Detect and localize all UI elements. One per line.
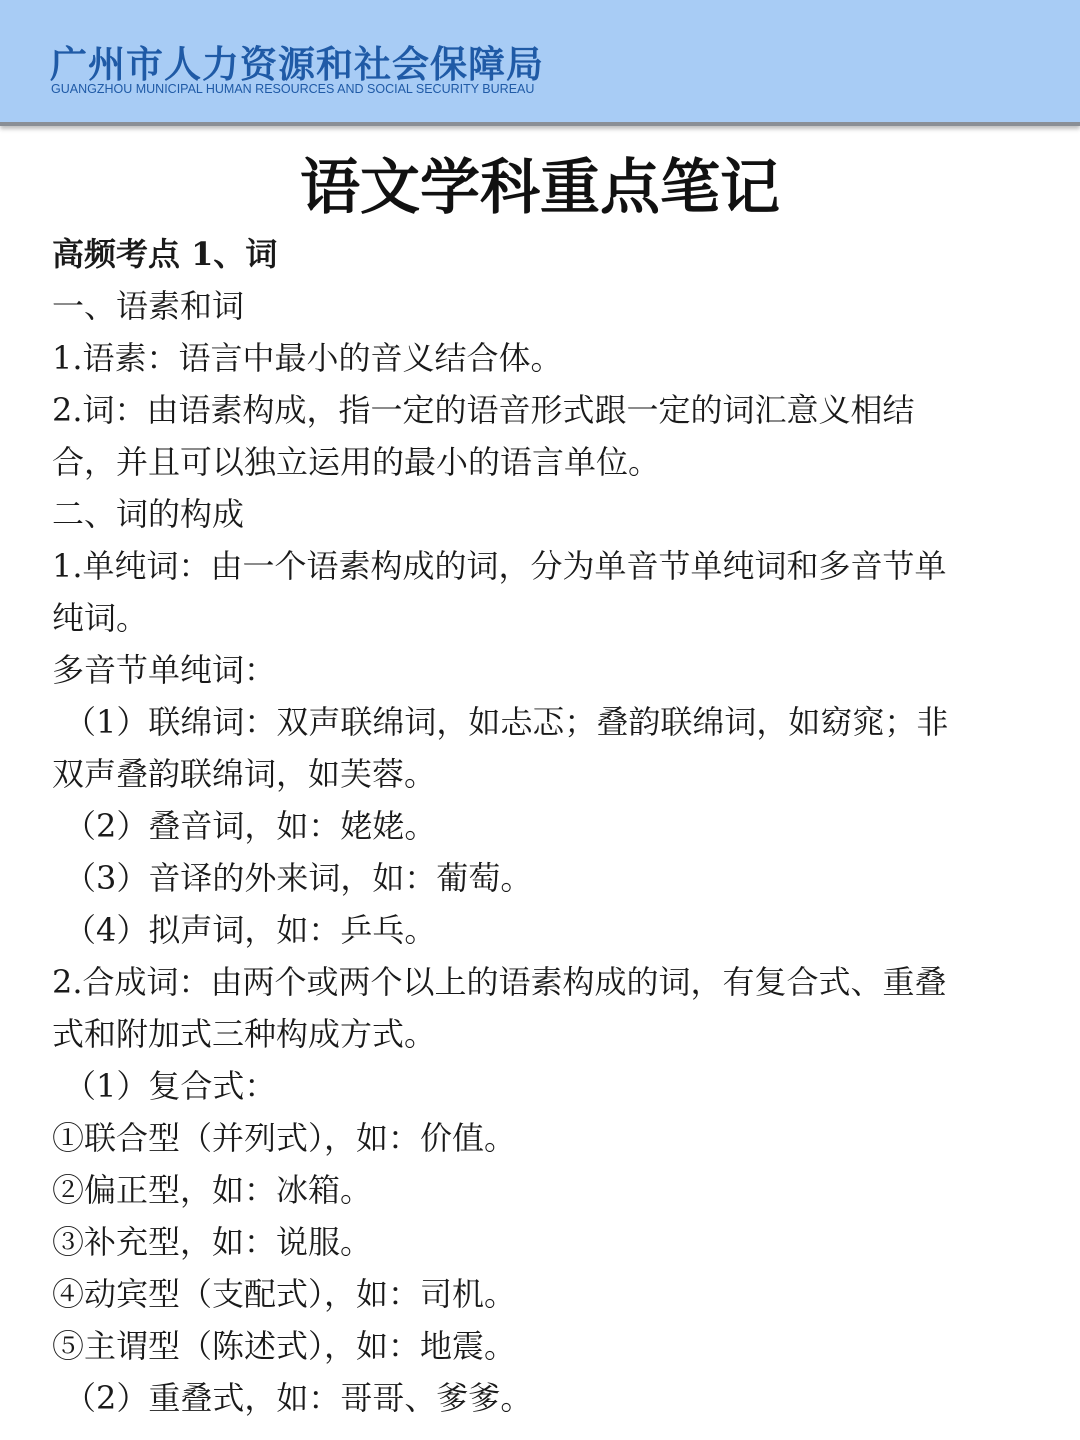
note-line: （3）音译的外来词，如：葡萄。 [64, 859, 533, 897]
note-line: ④动宾型（支配式），如：司机。 [52, 1275, 517, 1313]
note-line: 2.合成词：由两个或两个以上的语素构成的词，有复合式、重叠 [52, 963, 947, 1001]
subsection-heading: 二、词的构成 [52, 495, 245, 533]
note-line: ⑤主谓型（陈述式），如：地震。 [52, 1327, 517, 1365]
note-line: （2）叠音词，如：姥姥。 [64, 807, 437, 845]
note-line: 纯词。 [52, 599, 149, 637]
note-line: 1.语素：语言中最小的音义结合体。 [52, 339, 563, 377]
notes-body [52, 228, 1024, 1424]
note-line: ③补充型，如：说服。 [52, 1223, 373, 1261]
note-line: ①联合型（并列式），如：价值。 [52, 1119, 517, 1157]
note-line: ②偏正型，如：冰箱。 [52, 1171, 373, 1209]
note-line: 双声叠韵联绵词，如芙蓉。 [52, 755, 437, 793]
note-line: （1）联绵词：双声联绵词，如忐忑；叠韵联绵词，如窈窕；非 [64, 703, 949, 741]
organization-name: 广州市人力资源和社会保障局 [50, 43, 544, 86]
note-line: （1）复合式： [64, 1067, 277, 1105]
section-heading: 高频考点 1、词 [52, 235, 278, 273]
page-title: 语文学科重点笔记 [300, 153, 780, 223]
note-line: 多音节单纯词： [52, 651, 277, 689]
note-line: 2.词：由语素构成，指一定的语音形式跟一定的词汇意义相结 [52, 391, 915, 429]
note-line: 式和附加式三种构成方式。 [52, 1015, 437, 1053]
header-banner [0, 0, 1080, 126]
note-line: 1.单纯词：由一个语素构成的词，分为单音节单纯词和多音节单 [52, 547, 947, 585]
subsection-heading: 一、语素和词 [52, 287, 245, 325]
organization-name-english: GUANGZHOU MUNICIPAL HUMAN RESOURCES AND SOCIAL SECURITY BUREAU [51, 82, 535, 96]
note-line: （2）重叠式，如：哥哥、爹爹。 [64, 1379, 533, 1417]
note-line: 合，并且可以独立运用的最小的语言单位。 [52, 443, 661, 481]
note-line: （4）拟声词，如：乒乓。 [64, 911, 437, 949]
